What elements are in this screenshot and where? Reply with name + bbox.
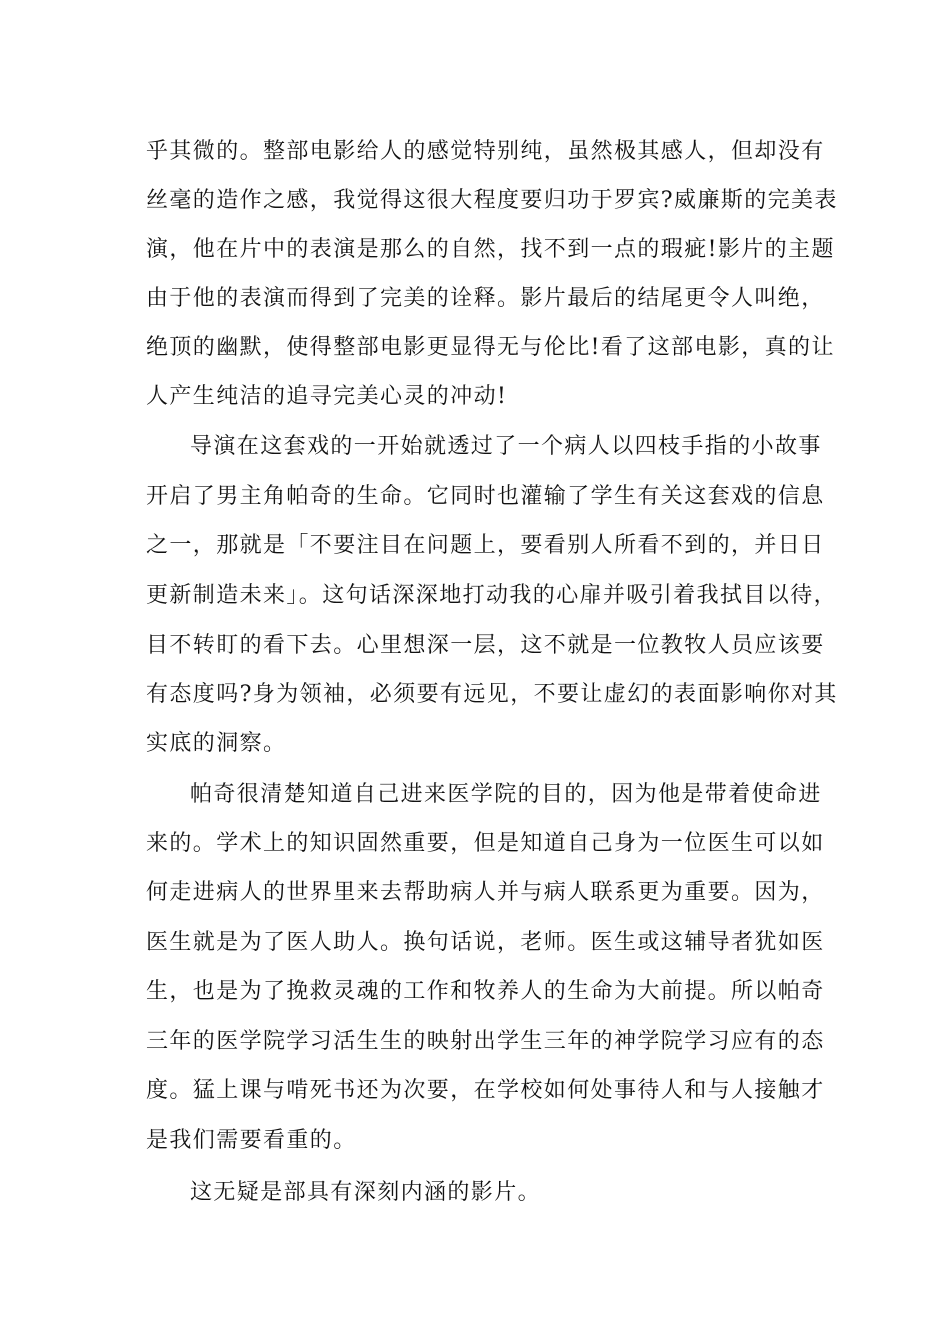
- text-line: 更新制造未来」。这句话深深地打动我的心扉并吸引着我拭目以待，: [146, 583, 838, 608]
- text-line: 之一，那就是「不要注目在问题上，要看别人所看不到的，并日日: [146, 533, 825, 558]
- text-line: 人产生纯洁的追寻完美心灵的冲动!: [146, 384, 508, 409]
- text-line: 实底的洞察。: [146, 731, 287, 756]
- text-line: 目不转盯的看下去。心里想深一层，这不就是一位教牧人员应该要: [146, 633, 825, 658]
- text-line: 乎其微的。整部电影给人的感觉特别纯，虽然极其感人，但却没有: [146, 139, 825, 164]
- text-line: 来的。学术上的知识固然重要，但是知道自己身为一位医生可以如: [146, 831, 825, 856]
- paragraph-first-line: 帕奇很清楚知道自己进来医学院的目的，因为他是带着使命进: [190, 782, 822, 807]
- text-line: 医生就是为了医人助人。换句话说，老师。医生或这辅导者犹如医: [146, 930, 825, 955]
- text-line: 演，他在片中的表演是那么的自然，找不到一点的瑕疵!影片的主题: [146, 237, 835, 262]
- paragraph-first-line: 这无疑是部具有深刻内涵的影片。: [190, 1180, 542, 1205]
- text-line: 由于他的表演而得到了完美的诠释。影片最后的结尾更令人叫绝，: [146, 286, 825, 311]
- text-line: 是我们需要看重的。: [146, 1128, 357, 1153]
- text-line: 丝毫的造作之感，我觉得这很大程度要归功于罗宾?威廉斯的完美表: [146, 188, 838, 213]
- text-line: 度。猛上课与啃死书还为次要，在学校如何处事待人和与人接触才: [146, 1078, 825, 1103]
- text-line: 何走进病人的世界里来去帮助病人并与病人联系更为重要。因为，: [146, 880, 825, 905]
- text-line: 生，也是为了挽救灵魂的工作和牧养人的生命为大前提。所以帕奇: [146, 979, 825, 1004]
- text-line: 有态度吗?身为领袖，必须要有远见，不要让虚幻的表面影响你对其: [146, 682, 838, 707]
- paragraph-first-line: 导演在这套戏的一开始就透过了一个病人以四枝手指的小故事: [190, 434, 822, 459]
- text-line: 开启了男主角帕奇的生命。它同时也灌输了学生有关这套戏的信息: [146, 484, 825, 509]
- text-line: 三年的医学院学习活生生的映射出学生三年的神学院学习应有的态: [146, 1029, 825, 1054]
- text-line: 绝顶的幽默，使得整部电影更显得无与伦比!看了这部电影，真的让: [146, 335, 835, 360]
